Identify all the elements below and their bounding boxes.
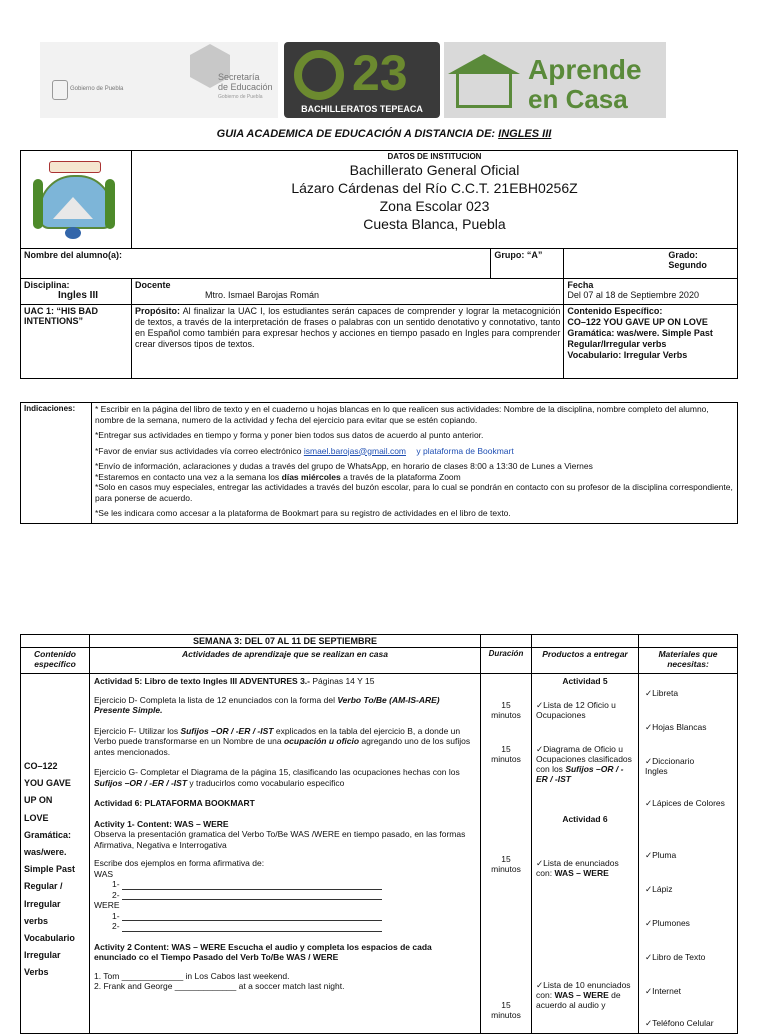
institution-header: DATOS DE INSTITUCION bbox=[387, 152, 482, 161]
disciplina-cell bbox=[21, 279, 132, 305]
gobierno-puebla-logo bbox=[40, 42, 278, 118]
col-actividades: Actividades de aprendizaje que se realizan en casa bbox=[90, 648, 481, 674]
contenido-label: Contenido Específico: bbox=[567, 306, 663, 316]
fecha-cell bbox=[564, 279, 738, 305]
col-productos: Productos a entregar bbox=[532, 648, 639, 674]
dur-3: 15 minutos bbox=[491, 854, 521, 874]
proposito-text: Al finalizar la UAC I, los estudiantes serán capaces de comprender y lograr la metacognición de textos, a través de la interpretación de frases o palabras con un sentido denotativo y connotativo, tanto en Español como también para expresar hechos y acciones en tiempo pasado en Ingles para comprender crear diversos tipos de textos. bbox=[135, 306, 561, 349]
prod-act5: Actividad 5 bbox=[562, 676, 608, 686]
col-duracion: Duración bbox=[481, 648, 532, 674]
dias-bold: días miércoles bbox=[281, 471, 341, 482]
actividades-column bbox=[90, 674, 481, 1034]
prod-lista-oficios: ✓ Lista de 12 Oficio u Ocupaciones bbox=[536, 700, 634, 720]
secretaria-line-1: Secretaría bbox=[218, 72, 260, 82]
answer-blank[interactable] bbox=[122, 923, 382, 932]
disciplina-value: Ingles III bbox=[58, 290, 99, 301]
prod-act6: Actividad 6 bbox=[562, 814, 608, 824]
material-9: ✓ Internet bbox=[645, 986, 681, 996]
sentence-1: 1. Tom _____________ in Los Cabos last weekend. bbox=[94, 970, 290, 981]
aprende-line-1: Aprende bbox=[528, 54, 642, 85]
material-3: ✓ Diccionario Ingles bbox=[645, 756, 715, 776]
activity1-write: Escribe dos ejemplos en forma afirmativa de: bbox=[94, 858, 265, 868]
indicaciones-table bbox=[20, 402, 738, 524]
material-1: ✓ Libreta bbox=[645, 688, 678, 698]
indicacion-5: *Estaremos en contacto una vez a la semana los días miércoles a través de la plataforma Zoom bbox=[95, 471, 461, 482]
productos-column bbox=[532, 674, 639, 1034]
indicaciones-label: Indicaciones: bbox=[21, 403, 92, 524]
prod-diagrama: ✓ Diagrama de Oficio u Ocupaciones clasificados con los Sufijos –OR / -ER / -IST bbox=[536, 744, 634, 784]
material-8: ✓ Libro de Texto bbox=[645, 952, 705, 962]
aprende-line-2: en Casa bbox=[528, 84, 628, 114]
material-7: ✓ Plumones bbox=[645, 918, 690, 928]
contenido-line-2: Gramática: was/were. Simple Past Regular/Irregular verbs bbox=[567, 328, 713, 349]
indicaciones-body bbox=[92, 403, 738, 524]
c23-caption: BACHILLERATOS TEPEACA bbox=[301, 104, 423, 114]
ejercicio-g: Ejercicio G- Completar el Diagrama de la página 15, clasificando las ocupaciones hechas con los Sufijos –OR / -ER / -IST y traducirlos como vocabulario especifico bbox=[94, 767, 460, 788]
docente-cell bbox=[132, 279, 564, 305]
page-title bbox=[0, 128, 768, 140]
ejercicio-f: Ejercicio F- Utilizar los Sufijos –OR / -ER / -IST explicados en la tabla del ejercicio B, a donde un Verbo puede transformarse en un Nombre de una ocupación u oficio agregando uno de los sufijos antes mencionados. bbox=[94, 725, 471, 757]
act5-title: Actividad 5: Libro de texto Ingles III ADVENTURES 3.- Páginas 14 Y 15 bbox=[94, 676, 375, 686]
answer-blank[interactable] bbox=[122, 891, 382, 900]
title-subject: INGLES III bbox=[498, 128, 552, 140]
institution-info-cell bbox=[132, 151, 738, 249]
proposito-label: Propósito: bbox=[135, 306, 180, 316]
answer-blank[interactable] bbox=[122, 912, 382, 921]
dur-4: 15 minutos bbox=[491, 1000, 521, 1020]
institution-line-1: Bachillerato General Oficial bbox=[349, 162, 520, 178]
school-crest-icon bbox=[33, 157, 115, 241]
were-label: WERE bbox=[94, 900, 120, 910]
email-tail: y plataforma de Bookmart bbox=[416, 445, 514, 456]
docente-label: Docente bbox=[135, 280, 171, 290]
indicacion-7: *Se les indicara como accesar a la plataforma de Bookmart para su registro de actividades en el libro de texto. bbox=[95, 508, 511, 518]
week-header-spacer bbox=[21, 635, 90, 648]
c23-ring-icon bbox=[294, 50, 344, 100]
was-label: WAS bbox=[94, 868, 114, 879]
material-10: ✓ Teléfono Celular bbox=[645, 1018, 714, 1028]
material-5: ✓ Pluma bbox=[645, 850, 676, 860]
docente-value: Mtro. Ismael Barojas Román bbox=[205, 290, 320, 300]
institution-line-3: Zona Escolar 023 bbox=[379, 198, 490, 214]
grado-label: Grado: Segundo bbox=[564, 249, 738, 279]
gob-emblem-icon bbox=[52, 80, 68, 100]
activity1-text: Observa la presentación gramatica del Verbo To/Be WAS /WERE en tiempo pasado, en las formas Afirmativa, Negativa e Interrogativa bbox=[94, 829, 466, 850]
activity2-title: Activity 2 Content: WAS – WERE Escucha el audio y completa los espacios de cada enunciado co el Tiempo Pasado del Verb To/Be WAS / WERE bbox=[94, 941, 432, 962]
col-contenido: Contenido específico bbox=[21, 648, 90, 674]
disciplina-label: Disciplina: bbox=[24, 280, 70, 290]
indicacion-2: *Entregar sus actividades en tiempo y forma y poner bien todos sus datos de acuerdo al punto anterior. bbox=[95, 430, 484, 440]
institution-table bbox=[20, 150, 738, 379]
were-line-1: 1- bbox=[94, 911, 476, 922]
activity1-title: Activity 1- Content: WAS – WERE bbox=[94, 818, 229, 829]
sentence-2: 2. Frank and George _____________ at a soccer match last night. bbox=[94, 981, 345, 991]
dur-2: 15 minutos bbox=[491, 744, 521, 764]
school-crest-cell bbox=[21, 151, 132, 249]
grupo-label: Grupo: “A” bbox=[491, 249, 564, 279]
secretaria-sub: Gobierno de Puebla bbox=[218, 94, 263, 100]
student-name-label: Nombre del alumno(a): bbox=[21, 249, 491, 279]
secretaria-line-2: de Educación bbox=[218, 82, 273, 92]
answer-blank[interactable] bbox=[122, 881, 382, 890]
indicacion-6: *Solo en casos muy especiales, entregar las actividades a través del buzón escolar, para lo cual se pondrán en contacto con su profesor de la disciplina correspondiente, para ponerse de acuerdo. bbox=[95, 482, 733, 503]
week-header: SEMANA 3: DEL 07 AL 11 DE SEPTIEMBRE bbox=[90, 635, 481, 648]
dias-tail: a través de la plataforma Zoom bbox=[343, 471, 461, 482]
week-table bbox=[20, 634, 738, 1034]
material-4: ✓ Lápices de Colores bbox=[645, 798, 725, 808]
was-line-2: 2- bbox=[94, 890, 476, 901]
materiales-column bbox=[639, 674, 738, 1034]
indicacion-1: * Escribir en la página del libro de texto y en el cuaderno u hojas blancas en lo que realicen sus actividades: Nombre de la disciplina, nombre completo del alumno, nombre de la semana, numero de la actividad y fecha del ejercicio para evitar que se estén copiando. bbox=[95, 404, 709, 425]
contenido-column: CO–122 YOU GAVE UP ON LOVE Gramática: was/were. Simple Past Regular / Irregular verbs Vocabulario Irregular Verbs bbox=[21, 674, 90, 1034]
indicacion-3: *Favor de enviar sus actividades vía correo electrónico ismael.barojas@gmail.com y plataforma de Bookmart bbox=[95, 445, 514, 456]
act6-title: Actividad 6: PLATAFORMA BOOKMART bbox=[94, 798, 255, 808]
was-line-1: 1- bbox=[94, 879, 476, 890]
email-link[interactable]: ismael.barojas@gmail.com bbox=[303, 445, 407, 456]
dur-1: 15 minutos bbox=[491, 700, 521, 720]
aprende-en-casa-logo bbox=[444, 42, 666, 118]
material-6: ✓ Lápiz bbox=[645, 884, 672, 894]
title-prefix: GUIA ACADEMICA DE EDUCACIÓN A DISTANCIA DE: bbox=[216, 128, 499, 140]
prod-audio: ✓ Lista de 10 enunciados con: WAS – WERE de acuerdo al audio y bbox=[536, 980, 634, 1010]
ejercicio-d: Ejercicio D- Completa la lista de 12 enunciados con la forma del Verbo To/Be (AM-IS-ARE) Presente Simple. bbox=[94, 694, 440, 715]
duracion-column bbox=[481, 674, 532, 1034]
institution-line-4: Cuesta Blanca, Puebla bbox=[363, 216, 506, 232]
contenido-line-3: Vocabulario: Irregular Verbs bbox=[567, 350, 688, 360]
fecha-value: Del 07 al 18 de Septiembre 2020 bbox=[567, 290, 699, 300]
were-line-2: 2- bbox=[94, 921, 476, 932]
col-materiales: Materiales que necesitas: bbox=[639, 648, 738, 674]
house-icon bbox=[448, 54, 520, 110]
indicacion-4: *Envío de información, aclaraciones y dudas a través del grupo de WhatsApp, en horario de clases 8:00 a 13:30 de Lunes a Viernes bbox=[95, 461, 593, 471]
contenido-line-1: CO–122 YOU GAVE UP ON LOVE bbox=[567, 317, 708, 327]
prod-enunciados: ✓ Lista de enunciados con: WAS – WERE bbox=[536, 858, 634, 878]
gob-puebla-text: Gobierno de Puebla bbox=[70, 86, 124, 92]
fecha-label: Fecha bbox=[567, 280, 594, 290]
bachilleratos-tepeaca-logo bbox=[284, 42, 440, 118]
contenido-cell bbox=[564, 305, 738, 379]
institution-line-2: Lázaro Cárdenas del Río C.C.T. 21EBH0256Z bbox=[291, 180, 578, 196]
c23-number: 23 bbox=[352, 45, 408, 101]
proposito-cell bbox=[132, 305, 564, 379]
uac-cell: UAC 1: “HIS BAD INTENTIONS” bbox=[21, 305, 132, 379]
material-2: ✓ Hojas Blancas bbox=[645, 722, 706, 732]
